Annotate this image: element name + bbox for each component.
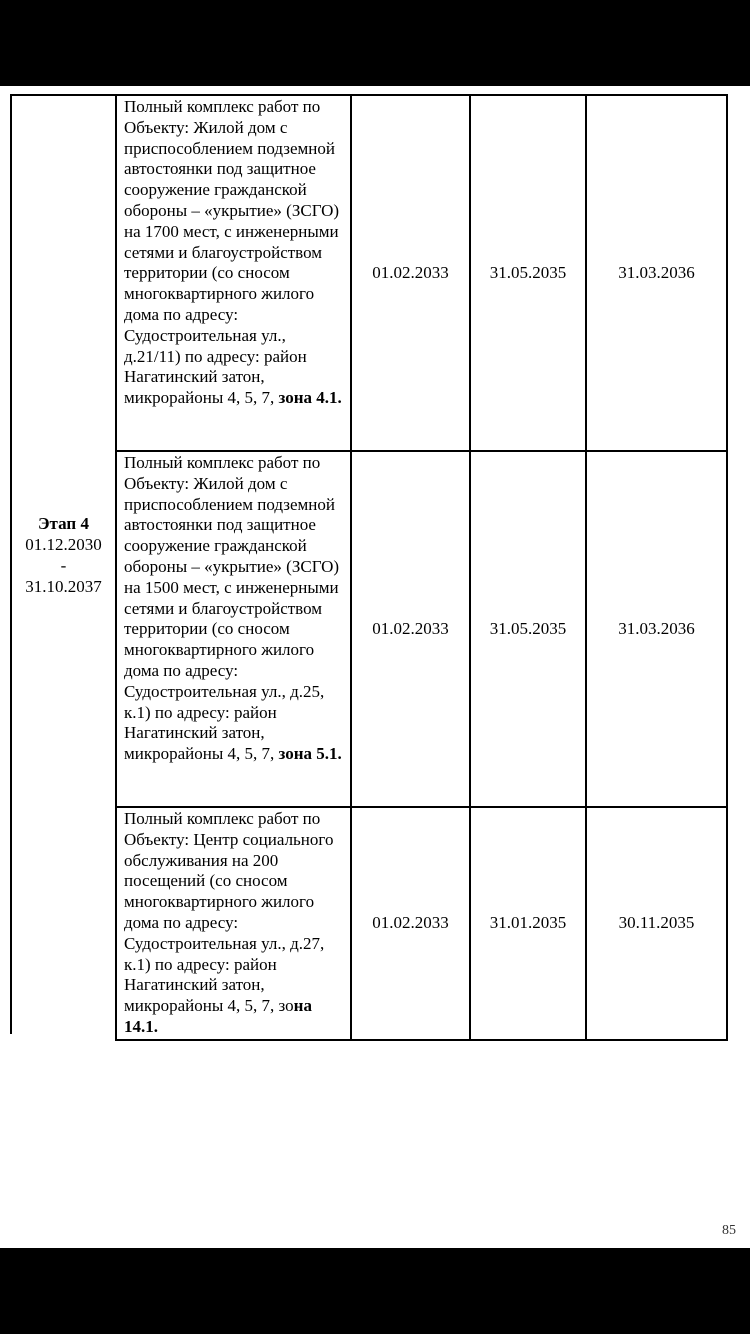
deadline-date: 31.03.2036 [586, 451, 727, 807]
works-table [115, 94, 728, 1041]
stage-start-date: 01.12.2030 [25, 535, 102, 554]
start-date: 01.02.2033 [351, 807, 470, 1040]
zone-label: зона 5.1. [278, 744, 342, 764]
stage-cell [10, 513, 117, 597]
start-date: 01.02.2033 [351, 451, 470, 807]
table-row [116, 451, 727, 807]
top-black-bar [0, 0, 750, 86]
document-page [0, 86, 750, 1248]
table-row [116, 95, 727, 451]
description-text: Полный комплекс работ по Объекту: Жилой дом с приспособлением подземной автостоянки под защитное сооружение гражданской обороны – «укрытие» (ЗСГО) на 1500 мест, с инженерными сетями и благоустройством территории (со сносом многоквартирного жилого дома по адресу: Судостроительная ул., д.25, к.1) по адресу: район Нагатинский затон, микрорайоны 4, 5, 7, [124, 453, 340, 764]
work-description [116, 95, 351, 451]
description-text: Полный комплекс работ по Объекту: Центр социального обслуживания на 200 посещений (со сносом многоквартирного жилого дома по адресу: Судостроительная ул., д.27, к.1) по адресу: район Нагатинский затон, микрорайоны 4, 5, 7, зо [124, 809, 334, 1016]
stage-name: Этап 4 [38, 514, 89, 533]
end-date: 31.05.2035 [470, 95, 586, 451]
end-date: 31.01.2035 [470, 807, 586, 1040]
work-description [116, 451, 351, 807]
table-row [116, 807, 727, 1040]
page-number: 85 [722, 1223, 736, 1238]
stage-end-date: 31.10.2037 [25, 577, 102, 596]
deadline-date: 31.03.2036 [586, 95, 727, 451]
start-date: 01.02.2033 [351, 95, 470, 451]
stage-dash: - [60, 556, 67, 575]
zone-label: зона 4.1. [278, 388, 342, 408]
zone-label: на 14.1. [124, 996, 312, 1036]
end-date: 31.05.2035 [470, 451, 586, 807]
work-description [116, 807, 351, 1040]
description-text: Полный комплекс работ по Объекту: Жилой дом с приспособлением подземной автостоянки под защитное сооружение гражданской обороны – «укрытие» (ЗСГО) на 1700 мест, с инженерными сетями и благоустройством территории (со сносом многоквартирного жилого дома по адресу: Судостроительная ул., д.21/11) по адресу: район Нагатинский затон, микрорайоны 4, 5, 7, [124, 97, 340, 408]
deadline-date: 30.11.2035 [586, 807, 727, 1040]
bottom-black-bar [0, 1248, 750, 1334]
